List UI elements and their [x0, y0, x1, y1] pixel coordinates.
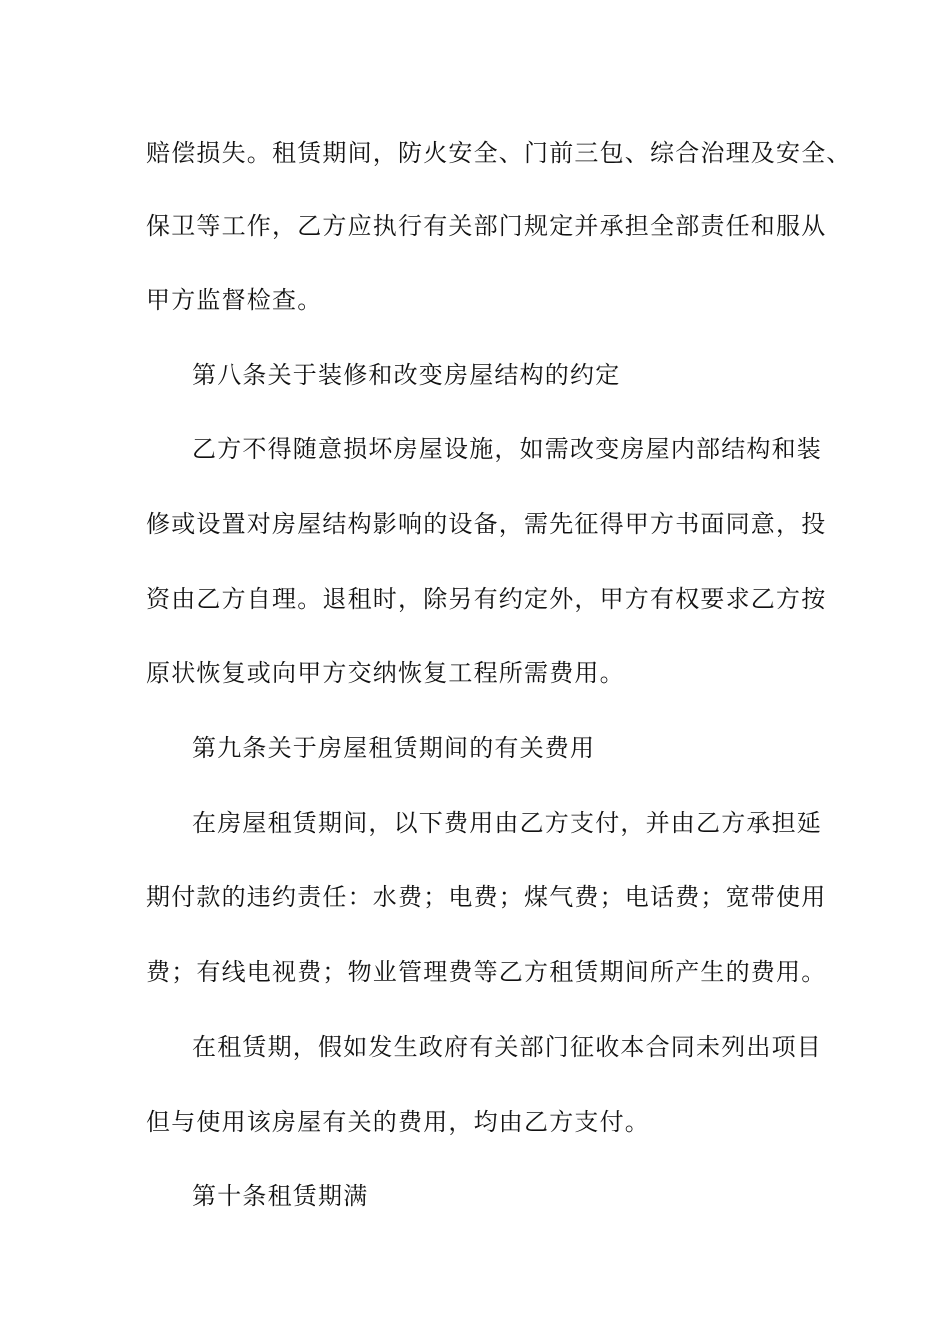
text-line: 在租赁期，假如发生政府有关部门征收本合同未列出项目 [192, 1033, 822, 1061]
text-line: 期付款的违约责任：水费；电费；煤气费；电话费；宽带使用 [146, 883, 827, 911]
text-line: 甲方监督检查。 [146, 286, 323, 314]
article-heading: 第十条租赁期满 [192, 1182, 369, 1210]
text-line: 但与使用该房屋有关的费用，均由乙方支付。 [146, 1108, 650, 1136]
article-heading: 第九条关于房屋租赁期间的有关费用 [192, 734, 596, 762]
text-line: 费；有线电视费；物业管理费等乙方租赁期间所产生的费用。 [146, 958, 827, 986]
text-line: 资由乙方自理。退租时，除另有约定外，甲方有权要求乙方按 [146, 585, 827, 613]
text-line: 在房屋租赁期间，以下费用由乙方支付，并由乙方承担延 [192, 809, 822, 837]
text-line: 修或设置对房屋结构影响的设备，需先征得甲方书面同意，投 [146, 510, 827, 538]
text-line: 原状恢复或向甲方交纳恢复工程所需费用。 [146, 659, 625, 687]
text-line: 乙方不得随意损坏房屋设施，如需改变房屋内部结构和装 [192, 435, 822, 463]
text-line: 保卫等工作，乙方应执行有关部门规定并承担全部责任和服从 [146, 212, 827, 240]
article-heading: 第八条关于装修和改变房屋结构的约定 [192, 361, 621, 389]
text-line: 赔偿损失。租赁期间，防火安全、门前三包、综合治理及安全、 [146, 139, 852, 167]
